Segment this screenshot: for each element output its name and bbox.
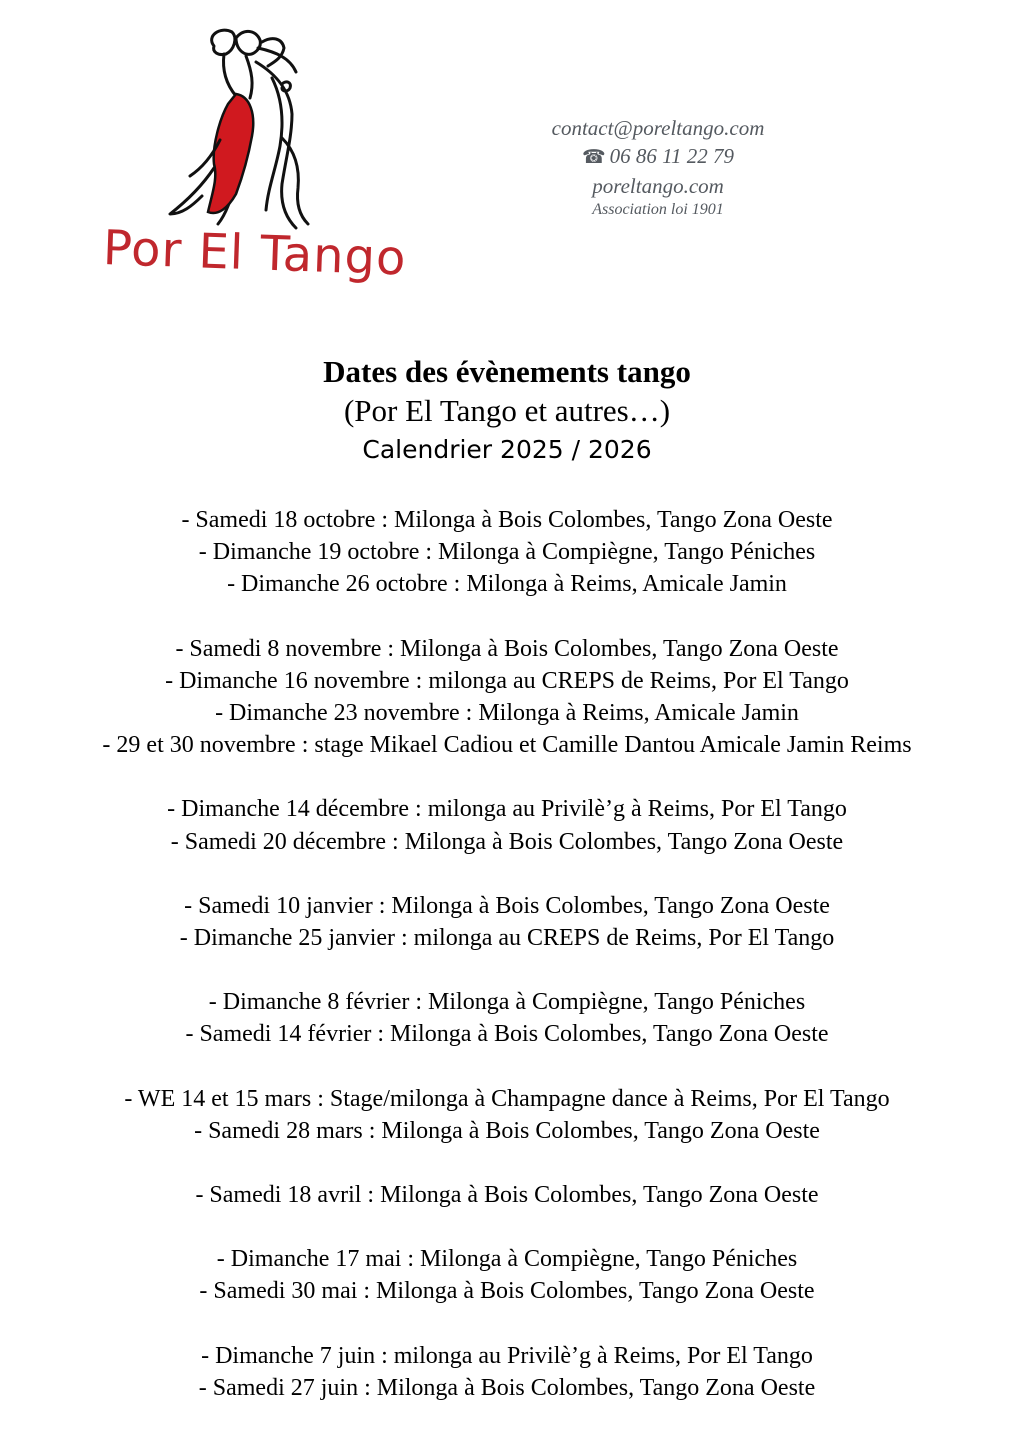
page-heading bbox=[0, 352, 1014, 470]
event-item: - Samedi 8 novembre : Milonga à Bois Colombes, Tango Zona Oeste bbox=[175, 635, 839, 662]
event-group-june bbox=[0, 1340, 1014, 1404]
event-item: - Dimanche 17 mai : Milonga à Compiègne, Tango Péniches bbox=[216, 1246, 798, 1273]
logo-text: Por El Tango bbox=[102, 220, 408, 287]
event-item: - Samedi 20 décembre : Milonga à Bois Colombes, Tango Zona Oeste bbox=[170, 828, 844, 855]
calendar-title: Calendrier 2025 / 2026 bbox=[362, 435, 652, 464]
association-label: Association loi 1901 bbox=[592, 201, 724, 218]
page-subtitle: (Por El Tango et autres…) bbox=[343, 393, 671, 428]
event-item: - Dimanche 7 juin : milonga au Privilè’g à Reims, Por El Tango bbox=[201, 1342, 813, 1369]
event-group-march bbox=[0, 1083, 1014, 1147]
contact-website[interactable]: poreltango.com bbox=[592, 174, 724, 198]
event-item: - Samedi 18 avril : Milonga à Bois Colombes, Tango Zona Oeste bbox=[195, 1182, 819, 1209]
contact-phone-row bbox=[508, 142, 808, 172]
event-group-october bbox=[0, 504, 1014, 601]
event-item: - Samedi 18 octobre : Milonga à Bois Colombes, Tango Zona Oeste bbox=[181, 507, 833, 533]
event-item: - WE 14 et 15 mars : Stage/milonga à Champagne dance à Reims, Por El Tango bbox=[124, 1085, 890, 1112]
event-group-may bbox=[0, 1243, 1014, 1307]
event-group-april bbox=[0, 1179, 1014, 1211]
event-item: - Dimanche 23 novembre : Milonga à Reims, Amicale Jamin bbox=[215, 700, 799, 727]
event-item: - Dimanche 19 octobre : Milonga à Compiègne, Tango Péniches bbox=[198, 539, 816, 566]
event-group-january bbox=[0, 890, 1014, 954]
event-group-november bbox=[0, 633, 1014, 762]
event-item: - Dimanche 26 octobre : Milonga à Reims, Amicale Jamin bbox=[227, 571, 787, 598]
event-item: - Dimanche 16 novembre : milonga au CREPS de Reims, Por El Tango bbox=[165, 667, 849, 694]
event-item: - Dimanche 8 février : Milonga à Compiègne, Tango Péniches bbox=[208, 989, 806, 1016]
event-item: - Samedi 14 février : Milonga à Bois Colombes, Tango Zona Oeste bbox=[185, 1021, 829, 1048]
events-list bbox=[0, 504, 1014, 1436]
event-item: - Dimanche 14 décembre : milonga au Privilè’g à Reims, Por El Tango bbox=[167, 796, 847, 823]
page-title: Dates des évènements tango bbox=[323, 354, 691, 389]
contact-phone[interactable]: 06 86 11 22 79 bbox=[609, 144, 735, 168]
contact-block bbox=[508, 114, 808, 220]
event-item: - Samedi 10 janvier : Milonga à Bois Colombes, Tango Zona Oeste bbox=[184, 892, 830, 919]
phone-icon: ☎ bbox=[581, 147, 606, 168]
event-item: - Samedi 30 mai : Milonga à Bois Colombes, Tango Zona Oeste bbox=[199, 1278, 815, 1305]
event-item: - Dimanche 25 janvier : milonga au CREPS de Reims, Por El Tango bbox=[179, 925, 835, 952]
event-item: - Samedi 28 mars : Milonga à Bois Colombes, Tango Zona Oeste bbox=[194, 1117, 820, 1144]
event-item: - 29 et 30 novembre : stage Mikael Cadiou et Camille Dantou Amicale Jamin Reims bbox=[102, 732, 912, 759]
event-group-february bbox=[0, 986, 1014, 1050]
contact-email[interactable]: contact@poreltango.com bbox=[551, 116, 765, 140]
event-group-december bbox=[0, 793, 1014, 857]
event-item: - Samedi 27 juin : Milonga à Bois Colombes, Tango Zona Oeste bbox=[198, 1374, 816, 1401]
